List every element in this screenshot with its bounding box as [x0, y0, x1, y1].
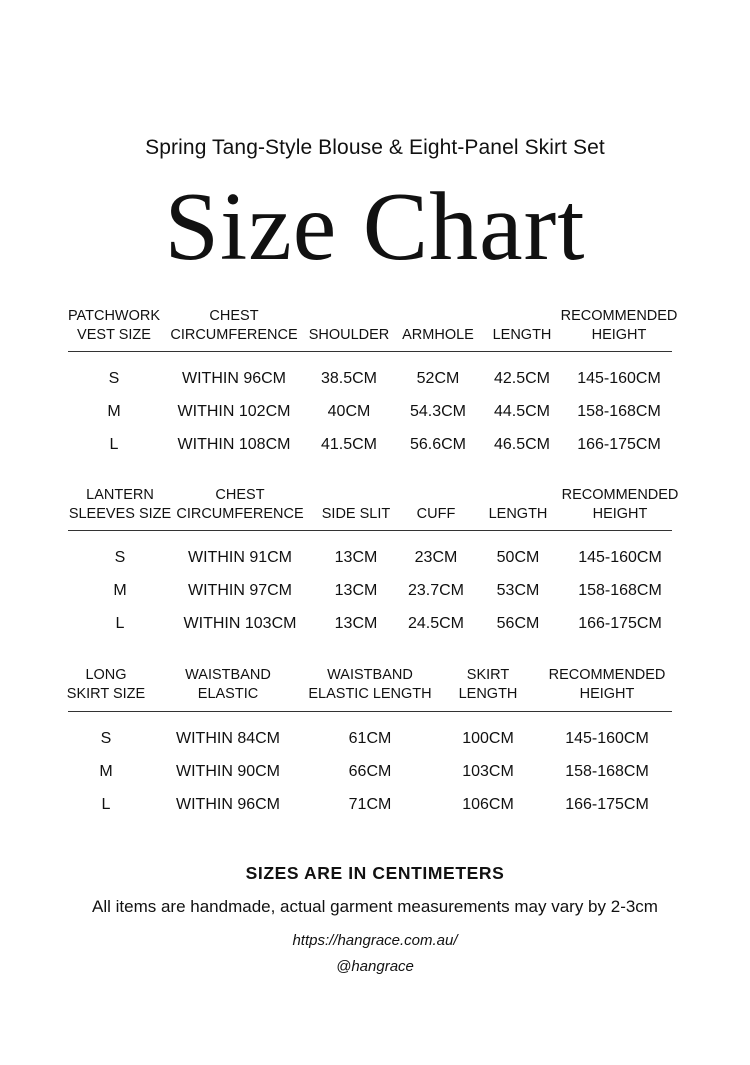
measurement-cell: 42.5CM	[493, 370, 551, 387]
column-header-line1	[417, 486, 456, 505]
measurement-cell: 61CM	[348, 730, 392, 747]
sizes-note: SIZES ARE IN CENTIMETERS	[245, 863, 505, 883]
column-header-line2: LENGTH	[492, 327, 552, 343]
measurement-cell: 38.5CM	[320, 370, 378, 387]
column-header	[402, 307, 474, 345]
column-header-line1: CHEST	[215, 487, 265, 503]
column-header	[562, 486, 679, 524]
table-row	[68, 435, 672, 459]
column-header	[459, 666, 518, 704]
measurement-cell: 158-168CM	[565, 763, 649, 780]
measurement-cell: 40CM	[327, 403, 371, 420]
column-header-line1: CHEST	[209, 308, 259, 324]
column-header	[308, 666, 431, 704]
measurement-cell: 145-160CM	[577, 370, 661, 387]
table-row	[68, 729, 672, 753]
measurement-cell: WITHIN 103CM	[183, 615, 297, 632]
column-header-line2: VEST SIZE	[77, 327, 151, 343]
column-header-line2: SIDE SLIT	[321, 506, 391, 522]
column-header-line2: CIRCUMFERENCE	[170, 327, 298, 343]
column-header	[417, 486, 456, 524]
column-header	[170, 307, 297, 345]
measurement-cell: 71CM	[348, 796, 392, 813]
column-header	[309, 307, 390, 345]
column-header-line1: WAISTBAND	[327, 667, 413, 683]
column-header	[176, 486, 303, 524]
column-header-line1	[402, 307, 474, 326]
measurement-cell: 23.7CM	[407, 582, 465, 599]
measurement-cell: 24.5CM	[407, 615, 465, 632]
column-header	[322, 486, 391, 524]
size-label: L	[115, 615, 125, 632]
page-title: Size Chart	[164, 173, 586, 281]
size-label: S	[100, 730, 112, 747]
column-header-line1: RECOMMENDED	[560, 308, 678, 324]
table-row	[68, 795, 672, 819]
size-label: M	[113, 582, 127, 599]
column-header-line2: SKIRT SIZE	[66, 686, 146, 702]
measurement-cell: WITHIN 97CM	[188, 582, 292, 599]
column-header-line2: ELASTIC LENGTH	[308, 686, 432, 702]
measurement-cell: 158-168CM	[578, 582, 662, 599]
measurement-cell: 166-175CM	[577, 436, 661, 453]
column-header-line1: RECOMMENDED	[548, 667, 666, 683]
table-row	[68, 581, 672, 605]
column-header-line1	[493, 307, 552, 326]
measurement-cell: 13CM	[334, 582, 378, 599]
measurement-cell: 41.5CM	[320, 436, 378, 453]
handmade-disclaimer: All items are handmade, actual garment measurements may vary by 2-3cm	[92, 897, 658, 916]
column-header	[67, 666, 145, 704]
website-link[interactable]: https://hangrace.com.au/	[292, 932, 458, 949]
header-divider	[68, 711, 672, 712]
measurement-cell: 52CM	[416, 370, 460, 387]
measurement-cell: WITHIN 96CM	[182, 370, 286, 387]
column-header-line2: LENGTH	[458, 686, 518, 702]
measurement-cell: 13CM	[334, 549, 378, 566]
measurement-cell: 166-175CM	[578, 615, 662, 632]
column-header-line2: ELASTIC	[197, 686, 259, 702]
size-label: M	[107, 403, 121, 420]
measurement-cell: WITHIN 91CM	[188, 549, 292, 566]
column-header-line2: CIRCUMFERENCE	[176, 506, 304, 522]
column-header-line2: HEIGHT	[591, 327, 647, 343]
column-header-line1: SKIRT	[466, 667, 510, 683]
column-header-line2: SLEEVES SIZE	[68, 506, 172, 522]
measurement-cell: WITHIN 102CM	[177, 403, 291, 420]
column-header-line1: WAISTBAND	[185, 667, 271, 683]
measurement-cell: WITHIN 84CM	[176, 730, 280, 747]
column-header-line1: LANTERN	[86, 487, 154, 503]
column-header	[185, 666, 271, 704]
column-header-line1	[309, 307, 390, 326]
measurement-cell: 56CM	[496, 615, 540, 632]
column-header-line2: HEIGHT	[579, 686, 635, 702]
measurement-cell: 46.5CM	[493, 436, 551, 453]
column-header	[549, 666, 666, 704]
subtitle: Spring Tang-Style Blouse & Eight-Panel Skirt Set	[145, 136, 605, 159]
measurement-cell: 44.5CM	[493, 403, 551, 420]
measurement-cell: 53CM	[496, 582, 540, 599]
column-header-line2: LENGTH	[488, 506, 548, 522]
measurement-cell: 56.6CM	[409, 436, 467, 453]
table-row	[68, 402, 672, 426]
column-header-line1: LONG	[85, 667, 127, 683]
column-header-line2: HEIGHT	[592, 506, 648, 522]
size-label: S	[108, 370, 120, 387]
column-header-line2: CUFF	[416, 506, 456, 522]
column-header-line2: SHOULDER	[308, 327, 390, 343]
measurement-cell: 23CM	[414, 549, 458, 566]
measurement-cell: 100CM	[462, 730, 514, 747]
measurement-cell: 106CM	[462, 796, 514, 813]
column-header	[561, 307, 678, 345]
measurement-cell: 54.3CM	[409, 403, 467, 420]
measurement-cell: WITHIN 108CM	[177, 436, 291, 453]
size-label: L	[109, 436, 119, 453]
column-header-line1: RECOMMENDED	[561, 487, 679, 503]
size-label: L	[101, 796, 111, 813]
column-header	[493, 307, 552, 345]
column-header-line2: ARMHOLE	[402, 327, 474, 343]
measurement-cell: 145-160CM	[565, 730, 649, 747]
measurement-cell: WITHIN 90CM	[176, 763, 280, 780]
measurement-cell: 13CM	[334, 615, 378, 632]
measurement-cell: 66CM	[348, 763, 392, 780]
header-divider	[68, 530, 672, 531]
measurement-cell: 145-160CM	[578, 549, 662, 566]
social-handle: @hangrace	[336, 958, 414, 975]
column-header-line1	[489, 486, 548, 505]
header-divider	[68, 351, 672, 352]
size-label: M	[99, 763, 113, 780]
measurement-cell: 103CM	[462, 763, 514, 780]
table-row	[68, 762, 672, 786]
measurement-cell: 166-175CM	[565, 796, 649, 813]
table-row	[68, 548, 672, 572]
table-row	[68, 614, 672, 638]
column-header	[68, 307, 160, 345]
measurement-cell: 50CM	[496, 549, 540, 566]
column-header	[69, 486, 171, 524]
measurement-cell: WITHIN 96CM	[176, 796, 280, 813]
size-label: S	[114, 549, 126, 566]
measurement-cell: 158-168CM	[577, 403, 661, 420]
column-header-line1	[322, 486, 391, 505]
column-header	[489, 486, 548, 524]
table-row	[68, 369, 672, 393]
column-header-line1: PATCHWORK	[67, 308, 161, 324]
